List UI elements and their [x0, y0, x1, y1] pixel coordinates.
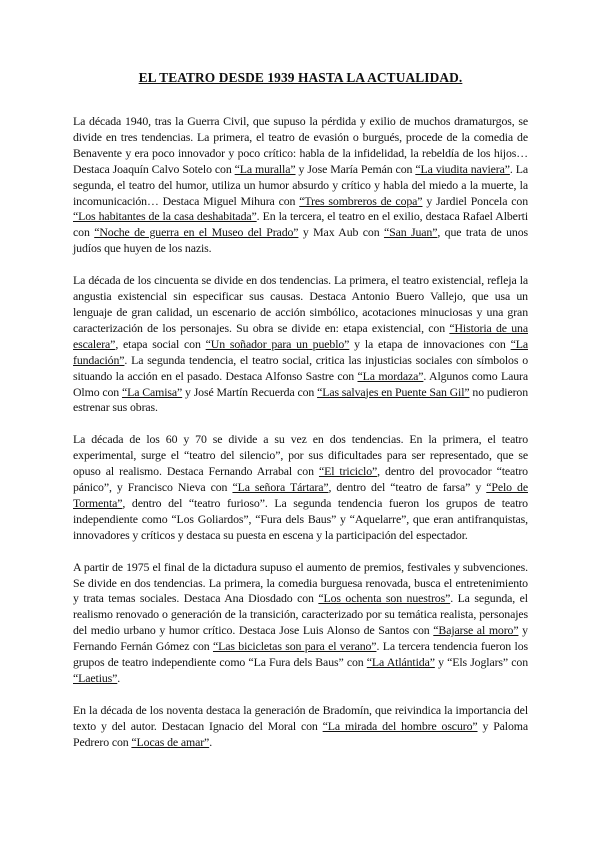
work-title-un-sonador-para-un-pueblo: “Un soñador para un pueblo” [205, 336, 350, 351]
text: La década de los 60 y 70 se divide a su vez en dos tendencias. En la primera, el teatro experimental, surge el “teatro del silencio”, por sus dificultades para ser representado, que se opuso al realismo. Destaca Fernando Arrabal con [73, 432, 528, 479]
work-title-locas-de-amar: “Locas de amar” [131, 734, 210, 749]
work-title-la-atlantida: “La Atlántida” [366, 655, 435, 670]
document-title: EL TEATRO DESDE 1939 HASTA LA ACTUALIDAD. [138, 70, 463, 85]
paragraph-1960s-70s [73, 432, 528, 543]
text: La década de los cincuenta se divide en dos tendencias. La primera, el teatro existencial, refleja la angustia existencial sin especificar sus causas. Destaca Antonio Buero Vallejo, que usa un lenguaje de gran calidad, un escenario de acción simbólico, acotaciones minuciosas y una gran caracterización de los personajes. Su obra se divide en: etapa existencial, con [73, 273, 528, 335]
work-title-la-viudita-naviera: “La viudita naviera” [415, 161, 510, 176]
text: y Jardiel Poncela con [422, 193, 528, 208]
work-title-bajarse-al-moro: “Bajarse al moro” [433, 623, 519, 638]
text: . [209, 734, 213, 749]
text: , dentro del “teatro de farsa” y [328, 480, 487, 495]
text: . La segunda, el teatro del humor, utiliza un humor absurdo y crítico y habla del miedo a la muerte, la incomunicación… Destaca Miguel Mihura con [73, 161, 529, 208]
work-title-historia-de-una-escalera: “Historia de una escalera” [73, 320, 528, 351]
text: La década 1940, tras la Guerra Civil, que supuso la pérdida y exilio de muchos dramaturgos, se divide en tres tendencias. La primera, el teatro de evasión o burgués, procede de la comedia de Benavente y era poco innovador y poco crítico: habla de la infidelidad, la rebeldía de los hijos… Destaca Joaquín Calvo Sotelo con [73, 114, 528, 176]
work-title-tres-sombreros-de-copa: “Tres sombreros de copa” [299, 193, 423, 208]
work-title-noche-de-guerra: “Noche de guerra en el Museo del Prado” [94, 225, 299, 240]
work-title-la-muralla: “La muralla” [234, 161, 296, 176]
work-title-la-camisa: “La Camisa” [121, 384, 183, 399]
work-title-la-senora-tartara: “La señora Tártara” [232, 480, 329, 495]
text: no pudieron estrenar sus obras. [73, 384, 529, 415]
work-title-los-habitantes: “Los habitantes de la casa deshabitada” [73, 209, 257, 224]
work-title-la-mordaza: “La mordaza” [357, 368, 424, 383]
text: , etapa social con [115, 336, 206, 351]
paragraph-from-1975 [73, 560, 528, 687]
paragraph-1950s [73, 273, 528, 416]
text: . [117, 671, 121, 685]
work-title-san-juan: “San Juan” [383, 225, 438, 240]
text: , que trata de unos judíos que huyen de los nazis. [73, 225, 529, 256]
text: y “Els Joglars” con [434, 655, 528, 670]
paragraph-1990s [73, 703, 528, 751]
text: y Paloma Pedrero con [73, 718, 528, 749]
work-title-los-ochenta-son-nuestros: “Los ochenta son nuestros” [318, 591, 451, 606]
text: , dentro del “teatro furioso”. La segunda tendencia fueron los grupos de teatro independiente como “Los Goliardos”, “Fura dels Baus” y “Aquelarre”, que eran antifranquistas, innovadores y críticos y destaca su puesta en escena y la participación del espectador. [73, 495, 528, 542]
text: y Max Aub con [298, 225, 384, 240]
text: , dentro del provocador “teatro pánico”, y Francisco Nieva con [73, 464, 528, 495]
text: . La tercera tendencia fueron los grupos de teatro independiente como “La Fura dels Baus” con [73, 639, 528, 670]
paragraph-1940s [73, 114, 528, 257]
work-title-la-mirada-del-hombre-oscuro: “La mirada del hombre oscuro” [322, 718, 478, 733]
text: y la etapa de innovaciones con [349, 336, 511, 351]
text: y Jose María Pemán con [295, 161, 416, 176]
text: y Fernando Fernán Gómez con [73, 623, 528, 654]
text: A partir de 1975 el final de la dictadura supuso el aumento de premios, festivales y subvenciones. Se divide en dos tendencias. La primera, la comedia burguesa renovada, busca el entretenimiento y trata temas sociales. Destaca Ana Diosdado con [73, 559, 528, 606]
work-title-laetius: “Laetius” [73, 671, 118, 685]
text: y José Martín Recuerda con [182, 384, 318, 399]
work-title-las-bicicletas: “Las bicicletas son para el verano” [212, 639, 377, 654]
work-title-la-fundacion: “La fundación” [73, 336, 528, 367]
text: En la década de los noventa destaca la generación de Bradomín, que reivindica la importancia del texto y del autor. Destacan Ignacio del Moral con [73, 702, 528, 733]
work-title-pelo-de-tormenta: “Pelo de Tormenta” [73, 480, 528, 510]
text: . La segunda tendencia, el teatro social, critica las injusticias sociales con símbolos o situando la acción en el pasado. Destaca Alfonso Sastre con [73, 352, 528, 383]
text: . En la tercera, el teatro en el exilio, destaca Rafael Alberti con [73, 209, 528, 240]
work-title-el-triciclo: “El triciclo” [318, 464, 378, 479]
text: . La segunda, el realismo renovado o generación de la transición, caracterizado por su temática realista, personajes del medio urbano y humor crítico. Destaca Jose Luis Alonso de Santos con [73, 591, 528, 638]
text: . Algunos como Laura Olmo con [73, 368, 529, 399]
work-title-las-salvajes: “Las salvajes en Puente San Gil” [317, 384, 470, 399]
